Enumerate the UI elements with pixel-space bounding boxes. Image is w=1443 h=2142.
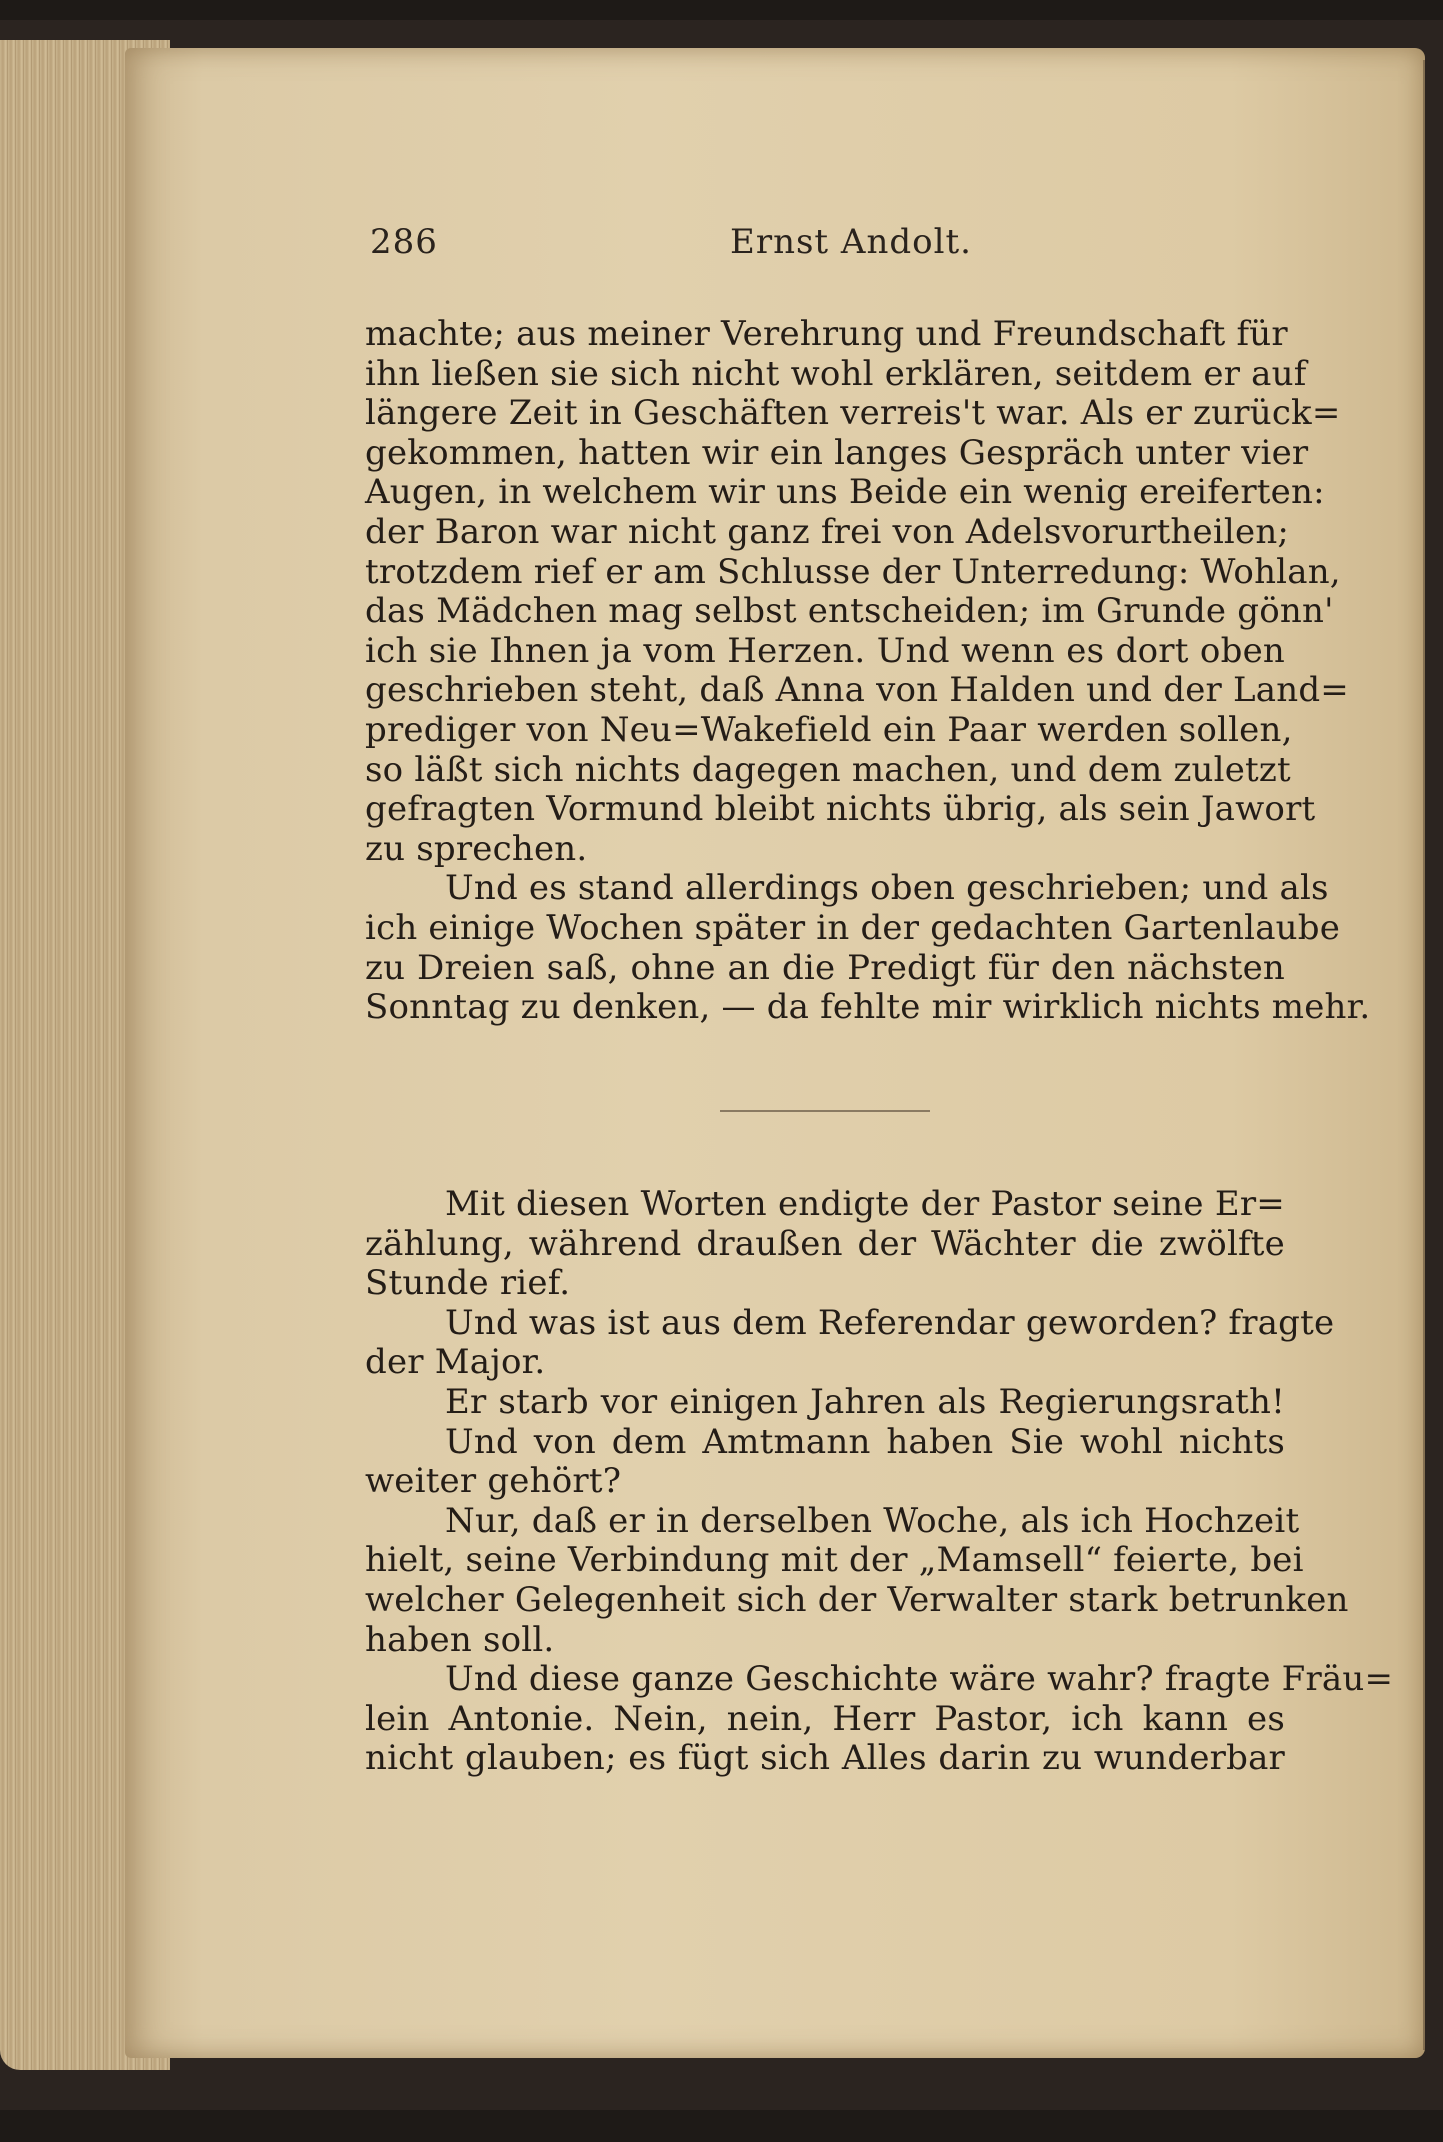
- text-line: lein Antonie. Nein, nein, Herr Pastor, ich kann es: [365, 1698, 1285, 1739]
- text-block-2: [365, 1184, 1394, 1779]
- text-line: Nur, daß er in derselben Woche, als ich Hochzeit: [445, 1500, 1300, 1541]
- text-line: das Mädchen mag selbst entscheiden; im Grunde gönn': [365, 591, 1334, 632]
- text-line: der Baron war nicht ganz frei von Adelsvorurtheilen;: [365, 511, 1290, 552]
- text-line: Augen, in welchem wir uns Beide ein wenig ereiferten:: [365, 472, 1325, 513]
- text-line: prediger von Neu=Wakefield ein Paar werden sollen,: [365, 709, 1293, 750]
- text-line: zu Dreien saß, ohne an die Predigt für den nächsten: [365, 947, 1285, 988]
- text-line: zählung, während draußen der Wächter die zwölfte: [365, 1223, 1285, 1264]
- text-line: so läßt sich nichts dagegen machen, und dem zuletzt: [365, 749, 1291, 790]
- page-edge-line: [1423, 60, 1425, 2050]
- text-line: geschrieben steht, daß Anna von Halden und der Land=: [365, 670, 1349, 711]
- running-head: Ernst Andolt.: [730, 222, 972, 262]
- text-line: Und diese ganze Geschichte wäre wahr? fragte Fräu=: [445, 1659, 1394, 1700]
- text-line: weiter gehört?: [365, 1461, 622, 1502]
- text-line: ich einige Wochen später in der gedachten Gartenlaube: [365, 907, 1341, 948]
- text-line: nicht glauben; es fügt sich Alles darin zu wunderbar: [365, 1738, 1285, 1779]
- text-line: Er starb vor einigen Jahren als Regierungsrath!: [445, 1381, 1285, 1422]
- text-line: machte; aus meiner Verehrung und Freundschaft für: [365, 314, 1288, 354]
- text-line: zu sprechen.: [365, 828, 588, 869]
- text-line: Sonntag zu denken, — da fehlte mir wirklich nichts mehr.: [365, 987, 1371, 1028]
- page-header: [370, 222, 1270, 272]
- text-line: Stunde rief.: [365, 1263, 571, 1304]
- section-divider: [720, 1110, 930, 1112]
- text-block-1: [365, 314, 1371, 1028]
- page-number: 286: [370, 222, 438, 262]
- text-line: Und was ist aus dem Referendar geworden? fragte: [445, 1302, 1335, 1343]
- text-line: ihn ließen sie sich nicht wohl erklären, seitdem er auf: [365, 353, 1307, 394]
- text-line: der Major.: [365, 1342, 546, 1383]
- text-line: hielt, seine Verbindung mit der „Mamsell“ feierte, bei: [365, 1540, 1304, 1581]
- text-line: gekommen, hatten wir ein langes Gespräch unter vier: [365, 432, 1309, 473]
- text-line: haben soll.: [365, 1619, 555, 1660]
- text-line: längere Zeit in Geschäften verreis't war. Als er zurück=: [365, 393, 1341, 434]
- text-line: trotzdem rief er am Schlusse der Unterredung: Wohlan,: [365, 551, 1341, 592]
- text-line: ich sie Ihnen ja vom Herzen. Und wenn es dort oben: [365, 630, 1285, 671]
- text-line: Und von dem Amtmann haben Sie wohl nichts: [445, 1421, 1285, 1462]
- text-line: Und es stand allerdings oben geschrieben; und als: [445, 868, 1329, 909]
- text-line: gefragten Vormund bleibt nichts übrig, als sein Jawort: [365, 789, 1316, 830]
- text-line: Mit diesen Worten endigte der Pastor seine Er=: [445, 1184, 1285, 1224]
- text-line: welcher Gelegenheit sich der Verwalter stark betrunken: [365, 1579, 1349, 1620]
